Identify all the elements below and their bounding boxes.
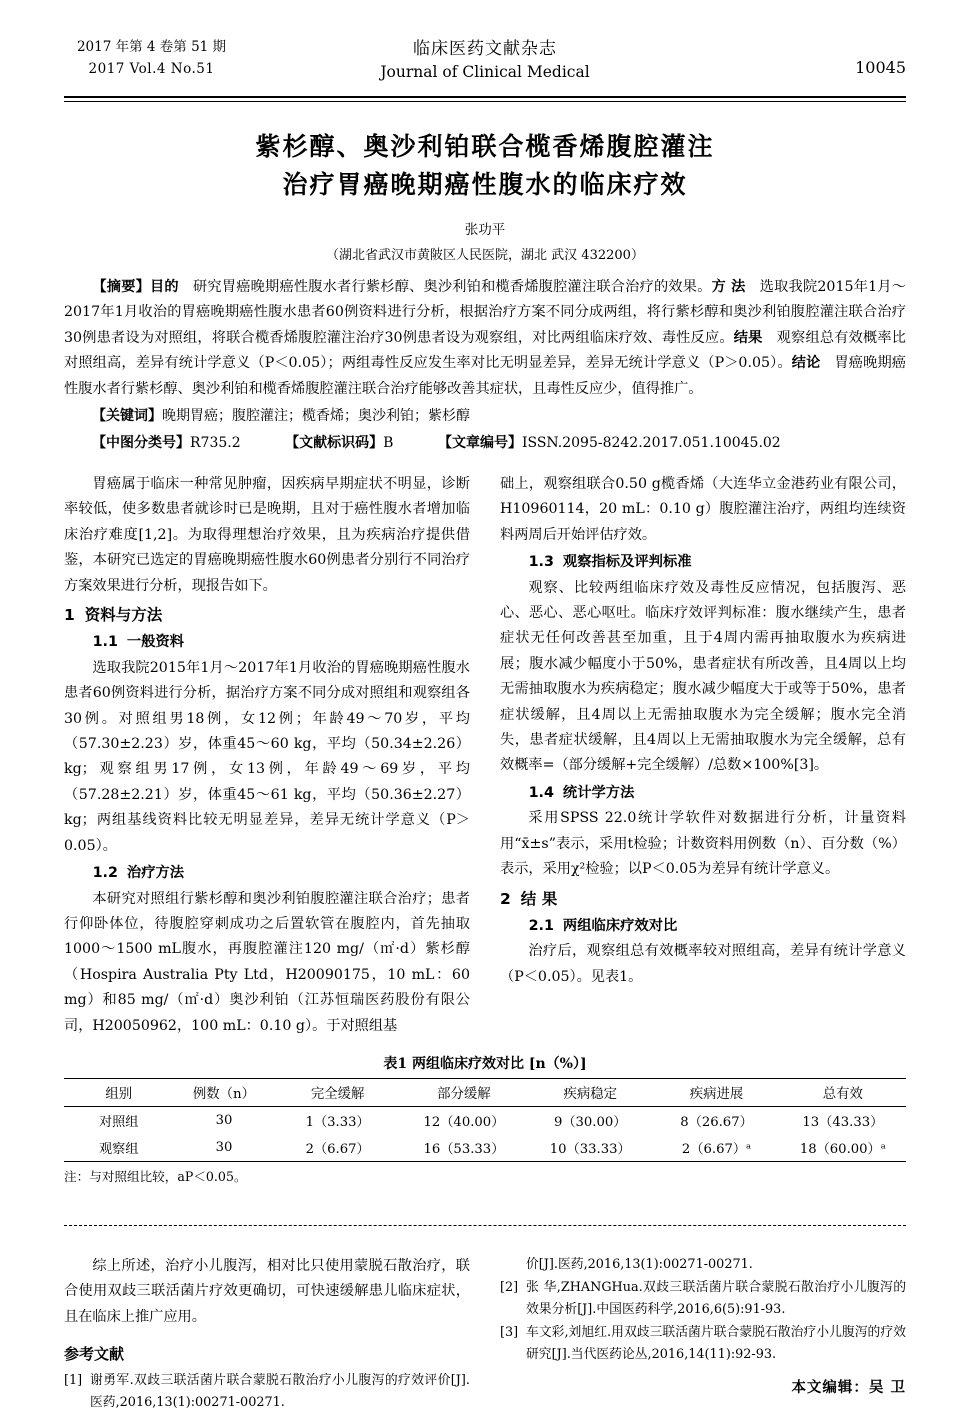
issue-info-en: 2017 Vol.4 No.51 xyxy=(88,61,215,77)
journal-title xyxy=(64,34,906,81)
table-cell: 1（3.33） xyxy=(274,1106,400,1134)
subsection-number-1-2: 1.2 xyxy=(92,865,118,882)
paragraph-2-1: 治疗后，观察组总有效概率较对照组高，差异有统计学意义（P＜0.05）。见表1。 xyxy=(500,943,906,985)
table-cell: 观察组 xyxy=(64,1134,173,1162)
abstract-results-text: 观察组总有效概率比对照组高，差异有统计学意义（P＜0.05）；两组毒性反应发生率对比无明显差异，差异无统计学意义（P＞0.05）。 xyxy=(64,329,906,371)
table-col-header: 部分缓解 xyxy=(401,1078,527,1106)
clc-value: R735.2 xyxy=(190,435,241,451)
table-cell: 9（30.00） xyxy=(527,1106,653,1134)
keywords-text: 晚期胃癌；腹腔灌注；榄香烯；奥沙利铂；紫杉醇 xyxy=(162,408,470,424)
table-col-header: 例数（n） xyxy=(173,1078,274,1106)
subsection-number-1-1: 1.1 xyxy=(92,634,118,651)
table-col-header: 疾病稳定 xyxy=(527,1078,653,1106)
article-id-label: 【文章编号】 xyxy=(437,435,522,451)
subsection-number-1-4: 1.4 xyxy=(528,784,554,801)
table-row xyxy=(64,1106,906,1134)
footer-column-left xyxy=(64,1254,470,1414)
section-number-2: 2 xyxy=(500,889,511,908)
article-author: 张功平 xyxy=(464,221,506,238)
abstract xyxy=(64,275,906,403)
reference-item xyxy=(500,1277,906,1321)
subsection-heading-2-1 xyxy=(500,914,906,939)
reference-item xyxy=(500,1322,906,1366)
section-heading-results xyxy=(500,887,906,912)
article-title-block xyxy=(64,128,906,204)
article-affiliation: （湖北省武汉市黄陂区人民医院，湖北 武汉 432200） xyxy=(326,247,644,263)
reference-text-continued: 价[J].医药,2016,13(1):00271-00271. xyxy=(526,1256,753,1272)
footer-conclusion-paragraph: 综上所述，治疗小儿腹泻，相对比只使用蒙脱石散治疗，联合使用双歧三联活菌片疗效更确切，可快速缓解患儿临床症状，且在临床上推广应用。 xyxy=(64,1257,470,1325)
header-rule-thick xyxy=(64,96,906,98)
subsection-number-1-3: 1.3 xyxy=(528,554,554,571)
section-number-1: 1 xyxy=(64,606,75,625)
table-col-header: 疾病进展 xyxy=(653,1078,779,1106)
table-row xyxy=(64,1134,906,1162)
section-title-2: 结 果 xyxy=(520,889,558,908)
subsection-heading-1-2 xyxy=(64,861,470,886)
journal-title-cn: 临床医药文献杂志 xyxy=(413,39,557,59)
reference-number-blank xyxy=(500,1254,526,1276)
reference-text: 张 华,ZHANGHua.双歧三联活菌片联合蒙脱石散治疗小儿腹泻的效果分析[J].中国医药科学,2016,6(5):91-93. xyxy=(526,1279,906,1317)
clc-label: 【中图分类号】 xyxy=(92,435,190,451)
subsection-heading-1-3 xyxy=(500,550,906,575)
table-cell: 2（6.67）ᵃ xyxy=(653,1134,779,1162)
subsection-title-1-1: 一般资料 xyxy=(126,634,185,651)
body-column-right xyxy=(500,472,906,1039)
subsection-title-1-2: 治疗方法 xyxy=(126,865,185,882)
table-cell: 13（43.33） xyxy=(780,1106,906,1134)
reference-number: [1] xyxy=(64,1372,83,1388)
reference-number: [2] xyxy=(500,1279,519,1295)
table-cell: 2（6.67） xyxy=(274,1134,400,1162)
subsection-heading-1-4 xyxy=(500,781,906,806)
table-note: 注：与对照组比较，aP＜0.05。 xyxy=(64,1168,247,1184)
section-title-1: 资料与方法 xyxy=(84,606,163,625)
footer-article xyxy=(64,1254,906,1414)
subsection-heading-1-1 xyxy=(64,630,470,655)
classification-line xyxy=(64,431,906,456)
table-cell: 8（26.67） xyxy=(653,1106,779,1134)
table-col-header: 组别 xyxy=(64,1078,173,1106)
article-title-line1: 紫杉醇、奥沙利铂联合榄香烯腹腔灌注 xyxy=(255,131,715,161)
table-header-row xyxy=(64,1078,906,1106)
paragraph-1-4: 采用SPSS 22.0统计学软件对数据进行分析，计量资料用“x̄±s”表示，采用t检验；计数资料用例数（n）、百分数（%）表示，采用χ²检验；以P＜0.05为差异有统计学意义。 xyxy=(500,810,906,878)
journal-title-en: Journal of Clinical Medical xyxy=(380,63,590,81)
reference-text: 车文彩,刘旭红.用双歧三联活菌片联合蒙脱石散治疗小儿腹泻的疗效研究[J].当代医药论丛,2016,14(11):92-93. xyxy=(526,1324,906,1362)
abstract-conclusion-label: 结论 xyxy=(791,355,821,371)
table-caption: 表1 两组临床疗效对比 [n（%）] xyxy=(383,1055,587,1072)
table-cell: 30 xyxy=(173,1106,274,1134)
table-cell: 对照组 xyxy=(64,1106,173,1134)
table-cell: 12（40.00） xyxy=(401,1106,527,1134)
abstract-label: 【摘要】 xyxy=(92,278,151,295)
section-separator xyxy=(64,1225,906,1226)
abstract-objective-text: 研究胃癌晚期癌性腹水者行紫杉醇、奥沙利铂和榄香烯腹腔灌注联合治疗的效果。 xyxy=(193,278,712,295)
results-table xyxy=(64,1078,906,1162)
article-editor: 本文编辑：吴 卫 xyxy=(791,1379,906,1396)
doc-label: 【文献标识码】 xyxy=(285,435,384,451)
reference-text: 谢勇军.双歧三联活菌片联合蒙脱石散治疗小儿腹泻的疗效评价[J].医药,2016,13(1):00271-00271. xyxy=(90,1372,470,1410)
table-col-header: 完全缓解 xyxy=(274,1078,400,1106)
table-cell: 30 xyxy=(173,1134,274,1162)
table-col-header: 总有效 xyxy=(780,1078,906,1106)
paragraph-1-2-part2: 础上，观察组联合0.50 g榄香烯（大连华立金港药业有限公司，H10960114，20 mL：0.10 g）腹腔灌注治疗，两组均连续资料两周后开始评估疗效。 xyxy=(500,476,906,543)
keywords-label: 【关键词】 xyxy=(92,408,162,424)
subsection-title-2-1: 两组临床疗效对比 xyxy=(562,917,678,934)
page-number: 10045 xyxy=(855,58,906,77)
intro-paragraph: 胃癌属于临床一种常见肿瘤，因疾病早期症状不明显，诊断率较低，使多数患者就诊时已是晚期，且对于癌性腹水者增加临床治疗难度[1,2]。为取得理想治疗效果，且为疾病治疗提供借鉴，本研究已选定的胃癌晚期癌性腹水60例患者分别行不同治疗方案效果进行分析，现报告如下。 xyxy=(64,476,470,594)
body-columns xyxy=(64,472,906,1039)
references-heading: 参考文献 xyxy=(64,1345,125,1364)
reference-item xyxy=(64,1370,470,1414)
table-cell: 16（53.33） xyxy=(401,1134,527,1162)
abstract-objective-label: 目的 xyxy=(150,278,179,295)
subsection-title-1-3: 观察指标及评判标准 xyxy=(562,554,692,571)
paragraph-1-1: 选取我院2015年1月～2017年1月收治的胃癌晚期癌性腹水患者60例资料进行分析，据治疗方案不同分成对照组和观察组各30例。对照组男18例，女12例；年龄49～70岁，平均（57.30±2.23）岁，体重45～60 kg，平均（50.34±2.26）kg；观察组男17例，女13例，年龄49～69岁，平均（57.28±2.21）岁，体重45～61 kg，平均（50.36±2.27）kg；两组基线资料比较无明显差异，差异无统计学意义（P＞0.05）。 xyxy=(64,659,470,854)
subsection-title-1-4: 统计学方法 xyxy=(562,784,635,801)
table-cell: 18（60.00）ᵃ xyxy=(780,1134,906,1162)
article-id-value: ISSN.2095-8242.2017.051.10045.02 xyxy=(521,435,781,451)
header-rule-thin xyxy=(64,101,906,102)
body-column-left xyxy=(64,472,470,1039)
section-heading-methods xyxy=(64,603,470,628)
keywords xyxy=(64,404,906,429)
subsection-number-2-1: 2.1 xyxy=(528,917,554,934)
footer-column-right xyxy=(500,1254,906,1414)
paragraph-1-2-part1: 本研究对照组行紫杉醇和奥沙利铂腹腔灌注联合治疗；患者行仰卧体位，待腹腔穿刺成功之后置软管在腹腔内，首先抽取1000～1500 mL腹水，再腹腔灌注120 mg/（㎡·d）紫杉醇（Hospira Australia Pty Ltd，H20090175，10 mL：60 mg）和85 mg/（㎡·d）奥沙利铂（江苏恒瑞医药股份有限公司，H20050962，100 mL：0.10 g）。于对照组基 xyxy=(64,890,470,1034)
abstract-methods-text: 选取我院2015年1月～2017年1月收治的胃癌晚期癌性腹水患者60例资料进行分析，根据治疗方案不同分成两组，将行紫杉醇和奥沙利铂腹腔灌注联合治疗30例患者设为对照组，将联合榄香烯腹腔灌注治疗30例患者设为观察组，对比两组临床疗效、毒性反应。 xyxy=(64,278,906,346)
results-table-wrap xyxy=(64,1053,906,1185)
abstract-results-label: 结果 xyxy=(733,329,763,346)
abstract-methods-label: 方 法 xyxy=(711,278,746,295)
reference-item-continued xyxy=(500,1254,906,1276)
table-cell: 10（33.33） xyxy=(527,1134,653,1162)
page-header xyxy=(64,34,906,90)
reference-number: [3] xyxy=(500,1324,519,1340)
doc-value: B xyxy=(383,435,394,451)
abstract-conclusion-text: 胃癌晚期癌性腹水者行紫杉醇、奥沙利铂和榄香烯腹腔灌注联合治疗能够改善其症状，且毒性反应少，值得推广。 xyxy=(64,355,906,397)
article-title-line2: 治疗胃癌晚期癌性腹水的临床疗效 xyxy=(282,169,688,199)
issue-info-cn: 2017 年第 4 卷第 51 期 xyxy=(76,39,227,55)
paragraph-1-3: 观察、比较两组临床疗效及毒性反应情况，包括腹泻、恶心、恶心、恶心呕吐。临床疗效评判标准：腹水继续产生，患者症状无任何改善甚至加重，且于4周内需再抽取腹水为疾病进展；腹水减少幅度小于50%，患者症状有所改善，且4周以上均无需抽取腹水为疾病稳定；腹水减少幅度大于或等于50%，患者症状缓解，且4周以上无需抽取腹水为完全缓解；腹水完全消失，患者症状缓解，且4周以上无需抽取腹水为完全缓解，总有效概率=（部分缓解+完全缓解）/总数×100%[3]。 xyxy=(500,579,906,774)
